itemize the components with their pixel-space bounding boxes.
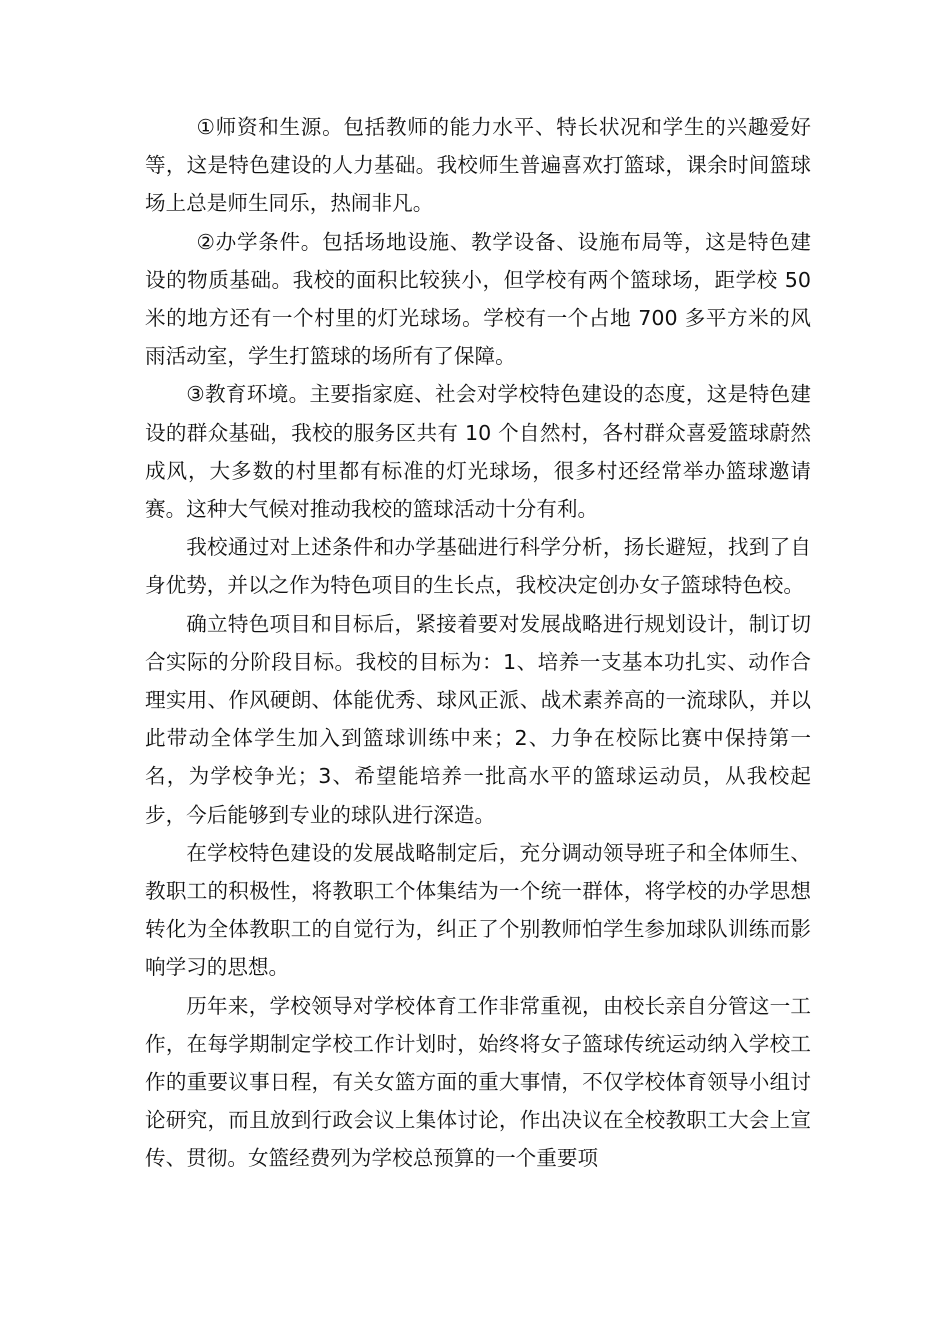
paragraph-teachers-students: ①师资和生源。包括教师的能力水平、特长状况和学生的兴趣爱好等，这是特色建设的人力基础。我校师生普遍喜欢打篮球，课余时间篮球场上总是师生同乐，热闹非凡。 [145, 115, 811, 216]
paragraph-analysis: 我校通过对上述条件和办学基础进行科学分析，扬长避短，找到了自身优势，并以之作为特色项目的生长点，我校决定创办女子篮球特色校。 [145, 535, 811, 598]
paragraph-leadership: 历年来，学校领导对学校体育工作非常重视，由校长亲自分管这一工作，在每学期制定学校工作计划时，始终将女子篮球传统运动纳入学校工作的重要议事日程，有关女篮方面的重大事情，不仅学校体育领导小组讨论研究，而且放到行政会议上集体讨论，作出决议在全校教职工大会上宣传、贯彻。女篮经费列为学校总预算的一个重要项 [145, 993, 811, 1171]
document-body [145, 108, 811, 1178]
paragraph-education-environment: ③教育环境。主要指家庭、社会对学校特色建设的态度，这是特色建设的群众基础，我校的服务区共有 10 个自然村，各村群众喜爱篮球蔚然成风，大多数的村里都有标准的灯光球场，很多村还经常举办篮球邀请赛。这种大气候对推动我校的篮球活动十分有利。 [145, 382, 811, 522]
paragraph-school-conditions: ②办学条件。包括场地设施、教学设备、设施布局等，这是特色建设的物质基础。我校的面积比较狭小，但学校有两个篮球场，距学校 50 米的地方还有一个村里的灯光球场。学校有一个占地 700 多平方米的风雨活动室，学生打篮球的场所有了保障。 [145, 229, 811, 369]
paragraph-strategy: 在学校特色建设的发展战略制定后，充分调动领导班子和全体师生、教职工的积极性，将教职工个体集结为一个统一群体，将学校的办学思想转化为全体教职工的自觉行为，纠正了个别教师怕学生参加球队训练而影响学习的思想。 [145, 840, 811, 980]
paragraph-goals: 确立特色项目和目标后，紧接着要对发展战略进行规划设计，制订切合实际的分阶段目标。我校的目标为：1、培养一支基本功扎实、动作合理实用、作风硬朗、体能优秀、球风正派、战术素养高的一流球队，并以此带动全体学生加入到篮球训练中来；2、力争在校际比赛中保持第一名，为学校争光；3、希望能培养一批高水平的篮球运动员，从我校起步，今后能够到专业的球队进行深造。 [145, 611, 811, 827]
